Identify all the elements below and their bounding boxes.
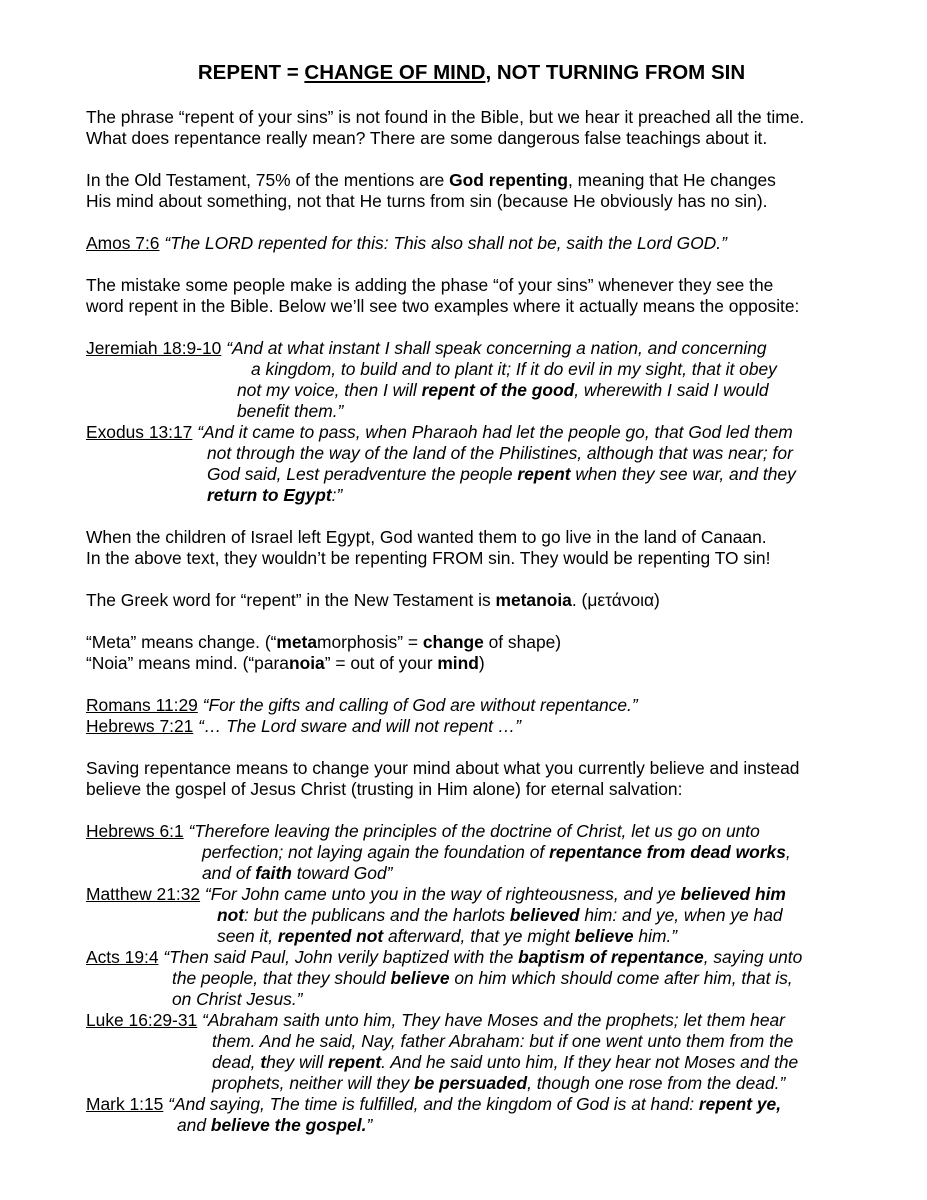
verse-fragment: seen it,: [217, 926, 278, 946]
greek-text-c: . (μετάνοια): [571, 590, 660, 610]
verse-fragment: hey will: [266, 1052, 329, 1072]
verse-emphasis: repent: [328, 1052, 382, 1072]
verse-line: [207, 485, 342, 505]
hebrews-6-verse: [86, 821, 847, 884]
verse-reference: Exodus 13:17: [86, 422, 193, 442]
verse-reference: Romans 11:29: [86, 695, 198, 715]
meta-line: [86, 632, 847, 653]
noia-fragment: ): [478, 653, 485, 673]
meta-fragment: “Meta” means change. (“: [86, 632, 277, 652]
verse-line: [205, 884, 786, 904]
verse-text: “The LORD repented for this: This also shall not be, saith the Lord GOD.”: [164, 233, 727, 253]
verse-fragment: ,: [785, 842, 791, 862]
verse-emphasis: repent: [517, 464, 571, 484]
verse-emphasis: believe: [390, 968, 450, 988]
ot-line-2: His mind about something, not that He turns from sin (because He obviously has no sin).: [86, 191, 768, 211]
verse-line: “Therefore leaving the principles of the doctrine of Christ, let us go on unto: [188, 821, 760, 841]
verse-fragment: and of: [202, 863, 256, 883]
verse-line: a kingdom, to build and to plant it; If it do evil in my sight, that it obey: [251, 359, 777, 379]
mistake-line-2: word repent in the Bible. Below we’ll see two examples where it actually means the opposite:: [86, 296, 800, 316]
verse-fragment: God said, Lest peradventure the people: [207, 464, 518, 484]
verse-reference: Hebrews 6:1: [86, 821, 184, 841]
verse-fragment: dead,: [212, 1052, 261, 1072]
verse-line: [172, 968, 793, 988]
greek-text-a: The Greek word for “repent” in the New Testament is: [86, 590, 496, 610]
verse-fragment: prophets, neither will they: [212, 1073, 415, 1093]
verse-text: “For the gifts and calling of God are without repentance.”: [202, 695, 638, 715]
greek-word: metanoia: [495, 590, 572, 610]
intro-line-2: What does repentance really mean? There are some dangerous false teachings about it.: [86, 128, 768, 148]
verse-line: not through the way of the land of the Philistines, although that was near; for: [207, 443, 793, 463]
verse-reference: Luke 16:29-31: [86, 1010, 198, 1030]
verse-fragment: the people, that they should: [172, 968, 391, 988]
intro-line-1: The phrase “repent of your sins” is not found in the Bible, but we hear it preached all the time.: [86, 107, 805, 127]
verse-line: [212, 1052, 798, 1072]
verse-emphasis: believe the gospel.: [210, 1115, 367, 1135]
verse-line: [217, 926, 677, 946]
israel-paragraph: [86, 527, 847, 569]
verse-emphasis: believe: [574, 926, 634, 946]
verse-fragment: , saying unto: [703, 947, 803, 967]
exodus-verse: [86, 422, 847, 506]
amos-verse: [86, 233, 847, 254]
verse-reference: Hebrews 7:21: [86, 716, 194, 736]
verse-line: [212, 1073, 785, 1093]
verse-fragment: . And he said unto him, If they hear not Moses and the: [381, 1052, 799, 1072]
old-testament-paragraph: [86, 170, 847, 212]
meta-fragment: of shape): [483, 632, 562, 652]
verse-reference: Mark 1:15: [86, 1094, 164, 1114]
verse-fragment: perfection; not laying again the foundation of: [202, 842, 550, 862]
ot-line-1-text-a: In the Old Testament, 75% of the mentions are: [86, 170, 450, 190]
verse-fragment: : but the publicans and the harlots: [244, 905, 510, 925]
verse-emphasis: repentance from dead works: [549, 842, 786, 862]
mistake-line-1: The mistake some people make is adding the phase “of your sins” whenever they see the: [86, 275, 774, 295]
ot-line-1-bold: God repenting: [449, 170, 568, 190]
verse-line: benefit them.”: [237, 401, 344, 421]
verse-fragment: and: [177, 1115, 211, 1135]
verse-line: [217, 905, 783, 925]
saving-line-2: believe the gospel of Jesus Christ (trusting in Him alone) for eternal salvation:: [86, 779, 683, 799]
verse-emphasis: not: [217, 905, 245, 925]
noia-emphasis: mind: [437, 653, 479, 673]
verse-fragment: , though one rose from the dead.”: [527, 1073, 786, 1093]
verse-line: [202, 842, 791, 862]
title-suffix: , NOT TURNING FROM SIN: [485, 61, 746, 84]
verse-line: [202, 863, 392, 883]
verse-fragment: “For John came unto you in the way of righteousness, and ye: [204, 884, 681, 904]
verse-fragment: :”: [331, 485, 343, 505]
israel-line-2: In the above text, they wouldn’t be repenting FROM sin. They would be repenting TO sin!: [86, 548, 771, 568]
verse-line: [207, 464, 796, 484]
verse-line: “And at what instant I shall speak concerning a nation, and concerning: [226, 338, 767, 358]
verse-fragment: toward God”: [291, 863, 393, 883]
verse-emphasis: t: [260, 1052, 267, 1072]
verse-emphasis: believed him: [680, 884, 786, 904]
ot-line-1-text-c: , meaning that He changes: [568, 170, 776, 190]
meta-emphasis: meta: [276, 632, 318, 652]
verse-line: [177, 1115, 372, 1135]
hebrews-7-verse: [86, 716, 847, 737]
verse-line: on Christ Jesus.”: [172, 989, 303, 1009]
ot-line-1: [86, 170, 847, 191]
title-underlined: CHANGE OF MIND: [304, 61, 486, 84]
jeremiah-verse: [86, 338, 847, 422]
verse-emphasis: repent ye,: [698, 1094, 782, 1114]
matthew-verse: [86, 884, 847, 947]
verse-emphasis: repented not: [277, 926, 384, 946]
verse-text: “… The Lord sware and will not repent …”: [198, 716, 521, 736]
verse-fragment: when they see war, and they: [570, 464, 796, 484]
verse-fragment: “And saying, The time is fulfilled, and the kingdom of God is at hand:: [168, 1094, 699, 1114]
mistake-paragraph: [86, 275, 847, 317]
acts-verse: [86, 947, 847, 1010]
verse-line: [237, 380, 769, 400]
mark-verse: [86, 1094, 847, 1136]
luke-verse: [86, 1010, 847, 1094]
intro-paragraph: [86, 107, 847, 149]
verse-fragment: him.”: [633, 926, 678, 946]
verse-emphasis: believed: [509, 905, 580, 925]
saving-line-1: Saving repentance means to change your mind about what you currently believe and instead: [86, 758, 800, 778]
romans-verse: [86, 695, 847, 716]
verse-fragment: “Then said Paul, John verily baptized with the: [163, 947, 519, 967]
noia-fragment: “Noia” means mind. (“para: [86, 653, 289, 673]
verse-fragment: ”: [366, 1115, 373, 1135]
verse-reference: Amos 7:6: [86, 233, 160, 253]
noia-fragment: ” = out of your: [324, 653, 438, 673]
verse-reference: Jeremiah 18:9-10: [86, 338, 222, 358]
verse-reference: Matthew 21:32: [86, 884, 201, 904]
verse-line: “And it came to pass, when Pharaoh had let the people go, that God led them: [197, 422, 793, 442]
verse-line: [168, 1094, 781, 1114]
verse-emphasis: baptism of repentance: [518, 947, 704, 967]
page-title: [86, 60, 847, 86]
meta-emphasis: change: [422, 632, 484, 652]
meta-noia-paragraph: [86, 632, 847, 674]
verse-fragment: not my voice, then I will: [237, 380, 422, 400]
romans-hebrews-verses: [86, 695, 847, 737]
title-prefix: REPENT =: [197, 61, 305, 84]
noia-emphasis: noia: [288, 653, 325, 673]
verse-fragment: afterward, that ye might: [383, 926, 575, 946]
meta-fragment: morphosis” =: [317, 632, 423, 652]
noia-line: [86, 653, 847, 674]
verse-fragment: , wherewith I said I would: [574, 380, 769, 400]
verse-line: them. And he said, Nay, father Abraham: but if one went unto them from the: [212, 1031, 794, 1051]
greek-word-paragraph: [86, 590, 847, 611]
verse-line: [163, 947, 802, 967]
verse-line: “Abraham saith unto him, They have Moses and the prophets; let them hear: [202, 1010, 785, 1030]
verse-emphasis: be persuaded: [414, 1073, 528, 1093]
verse-emphasis: faith: [255, 863, 292, 883]
verse-fragment: him: and ye, when ye had: [579, 905, 783, 925]
verse-emphasis: repent of the good: [421, 380, 575, 400]
verse-reference: Acts 19:4: [86, 947, 159, 967]
israel-line-1: When the children of Israel left Egypt, God wanted them to go live in the land of Canaan.: [86, 527, 767, 547]
saving-repentance-paragraph: [86, 758, 847, 800]
verse-fragment: on him which should come after him, that is,: [449, 968, 793, 988]
verse-emphasis: return to Egypt: [207, 485, 332, 505]
